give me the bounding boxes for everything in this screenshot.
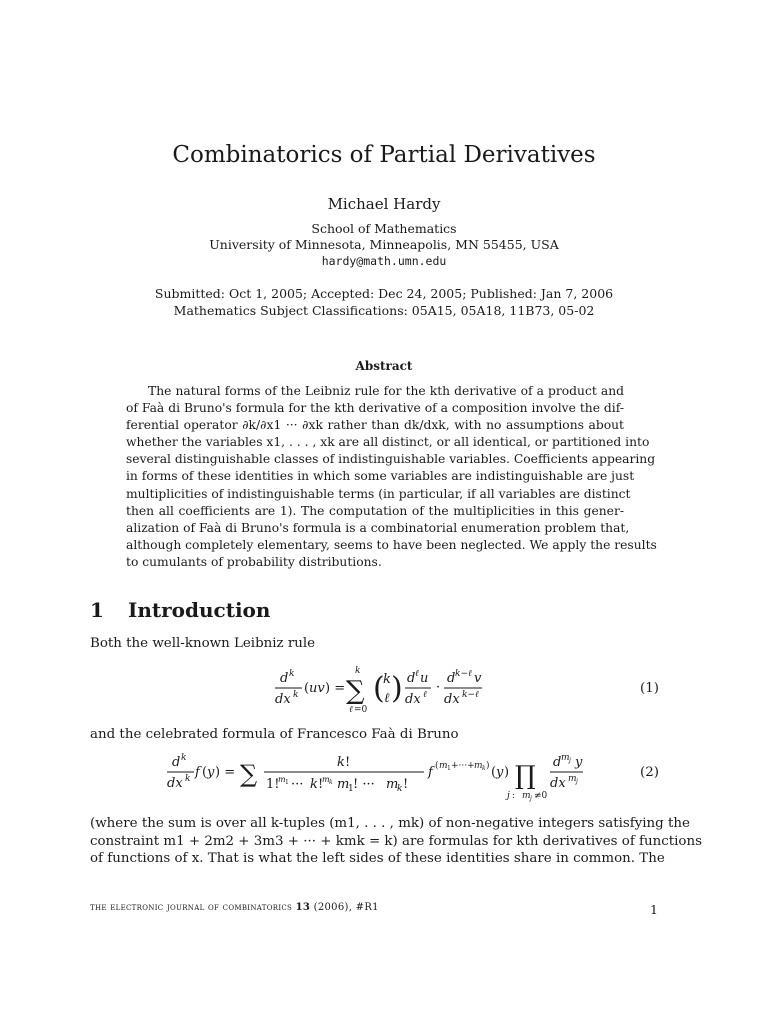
svg-text:f: f xyxy=(428,765,433,780)
svg-text:≠0: ≠0 xyxy=(534,791,548,801)
svg-text:j: j xyxy=(530,795,532,802)
svg-text:(: ( xyxy=(491,765,497,780)
svg-text:m: m xyxy=(561,753,570,763)
svg-text:! ···: ! ··· xyxy=(353,777,375,792)
equation-number-2: (2) xyxy=(640,765,659,780)
body-line: constraint m1 + 2m2 + 3m3 + ··· + kmk = k) are formulas for kth derivatives of functions xyxy=(90,833,702,849)
svg-text:dx: dx xyxy=(550,776,566,791)
svg-text:∑: ∑ xyxy=(346,676,365,706)
svg-text:k: k xyxy=(181,753,187,763)
abstract-line: several distinguishable classes of indistinguishable variables. Coefficients appearing xyxy=(126,452,656,467)
svg-text:k: k xyxy=(310,777,318,792)
abstract-line: in forms of these identities in which some variables are indistinguishable are just xyxy=(126,469,635,484)
svg-text:···: ··· xyxy=(291,777,304,792)
svg-text:k: k xyxy=(289,669,295,679)
author-email: hardy@math.umn.edu xyxy=(321,254,447,268)
intro-sentence: Both the well-known Leibniz rule xyxy=(90,636,316,651)
svg-text:d: d xyxy=(447,671,456,686)
body-line: of functions of x. That is what the left sides of these identities share in common. The xyxy=(90,851,665,867)
svg-text:k: k xyxy=(185,774,191,784)
svg-text:v: v xyxy=(474,671,482,686)
svg-text:j: j xyxy=(569,757,571,764)
svg-text:m: m xyxy=(386,777,399,792)
svg-text:m: m xyxy=(474,761,483,771)
equation-number-1: (1) xyxy=(640,681,659,696)
section-number: 1 xyxy=(90,598,104,622)
svg-text:(: ( xyxy=(202,765,208,780)
svg-text:(: ( xyxy=(373,671,385,706)
svg-text:ℓ: ℓ xyxy=(423,690,427,700)
affiliation-school: School of Mathematics xyxy=(311,221,457,236)
svg-text:) =: ) = xyxy=(215,765,236,780)
svg-text:k: k xyxy=(329,779,333,786)
svg-text:j: j xyxy=(507,791,510,801)
svg-text:ℓ: ℓ xyxy=(349,705,353,715)
body-line: (where the sum is over all k-tuples (m1, . . . , mk) of non-negative integers satisfying the xyxy=(90,816,690,831)
svg-text:k: k xyxy=(355,666,361,676)
abstract-body xyxy=(126,383,657,571)
svg-text:k: k xyxy=(293,690,299,700)
svg-text:m: m xyxy=(439,761,448,771)
abstract-line: The natural forms of the Leibniz rule for the kth derivative of a product and xyxy=(148,384,624,398)
abstract-heading: Abstract xyxy=(355,359,413,373)
svg-text:∏: ∏ xyxy=(515,761,536,791)
svg-text:d: d xyxy=(172,755,181,770)
svg-text:!: ! xyxy=(345,755,351,770)
svg-text:k−ℓ: k−ℓ xyxy=(455,669,472,679)
abstract-line: whether the variables x1, . . . , xk are all distinct, or all identical, or partitioned into xyxy=(126,435,650,450)
svg-text:dx: dx xyxy=(167,776,183,791)
svg-text:+···+: +···+ xyxy=(451,761,475,771)
svg-text:f: f xyxy=(195,765,200,780)
subject-classifications: Mathematics Subject Classifications: 05A15, 05A18, 11B73, 05-02 xyxy=(173,303,595,318)
svg-text:d: d xyxy=(553,755,562,770)
svg-text:ℓ: ℓ xyxy=(415,669,419,679)
svg-text:j: j xyxy=(576,778,578,785)
journal-footer xyxy=(90,902,379,913)
svg-text:m: m xyxy=(337,777,350,792)
journal-name: the electronic journal of combinatorics xyxy=(90,902,293,913)
svg-text:k: k xyxy=(397,784,403,794)
svg-text::: : xyxy=(512,791,516,801)
svg-text:(: ( xyxy=(304,681,310,696)
equation-faa-di-bruno xyxy=(160,748,600,804)
svg-text:d: d xyxy=(407,671,416,686)
svg-text:) =: ) = xyxy=(325,681,346,696)
svg-text:m: m xyxy=(522,791,531,801)
svg-text:): ) xyxy=(504,765,510,780)
abstract-line: alization of Faà di Bruno's formula is a combinatorial enumeration problem that, xyxy=(126,520,630,535)
svg-text:1: 1 xyxy=(285,779,289,786)
svg-text:): ) xyxy=(486,761,490,771)
svg-text:ℓ: ℓ xyxy=(384,691,390,706)
paper-title: Combinatorics of Partial Derivatives xyxy=(172,142,596,168)
affiliation-university: University of Minnesota, Minneapolis, MN 55455, USA xyxy=(209,237,559,252)
svg-text:y: y xyxy=(207,765,215,780)
svg-text:dx: dx xyxy=(405,692,421,707)
svg-text:∑: ∑ xyxy=(240,760,258,788)
svg-text:k: k xyxy=(337,755,345,770)
section-heading xyxy=(90,598,270,622)
svg-text:1!: 1! xyxy=(266,777,280,792)
journal-volume: 13 xyxy=(295,902,311,913)
abstract-line: to cumulants of probability distributions. xyxy=(126,554,382,569)
svg-text:!: ! xyxy=(318,777,324,792)
svg-text:y: y xyxy=(496,765,504,780)
abstract-line: then all coefficients are 1). The computation of the multiplicities in this gener- xyxy=(126,503,624,518)
abstract-line: of Faà di Bruno's formula for the kth derivative of a composition involve the dif- xyxy=(126,401,624,416)
svg-text:·: · xyxy=(436,680,441,695)
svg-text:k: k xyxy=(383,672,391,687)
body-sentence: and the celebrated formula of Francesco Faà di Bruno xyxy=(90,727,459,742)
section-title: Introduction xyxy=(128,598,271,622)
svg-text:m: m xyxy=(322,775,330,784)
svg-text:y: y xyxy=(575,755,583,770)
page-number: 1 xyxy=(650,902,658,917)
submission-dates: Submitted: Oct 1, 2005; Accepted: Dec 24, 2005; Published: Jan 7, 2006 xyxy=(154,286,614,301)
svg-text:=0: =0 xyxy=(354,705,368,715)
svg-text:d: d xyxy=(280,671,289,686)
author-name: Michael Hardy xyxy=(327,195,441,213)
svg-text:): ) xyxy=(391,671,403,706)
svg-text:1: 1 xyxy=(348,784,354,794)
svg-text:dx: dx xyxy=(275,692,291,707)
svg-text:1: 1 xyxy=(447,765,451,772)
abstract-line: although completely elementary, seems to have been neglected. We apply the results xyxy=(126,537,657,552)
abstract-line: multiplicities of indistinguishable terms (in particular, if all variables are distinct xyxy=(126,486,631,501)
svg-text:dx: dx xyxy=(444,692,460,707)
body-paragraph xyxy=(90,815,702,868)
svg-text:m: m xyxy=(278,775,286,784)
svg-text:!: ! xyxy=(403,777,409,792)
svg-text:m: m xyxy=(568,774,577,784)
journal-year-issue: (2006), #R1 xyxy=(313,902,379,913)
svg-text:uv: uv xyxy=(309,681,325,696)
svg-text:k−ℓ: k−ℓ xyxy=(462,690,479,700)
svg-text:k: k xyxy=(482,765,486,772)
svg-text:u: u xyxy=(420,671,429,686)
abstract-line: ferential operator ∂k/∂x1 ··· ∂xk rather than dk/dxk, with no assumptions about xyxy=(126,418,624,433)
svg-text:(: ( xyxy=(435,761,439,771)
equation-leibniz xyxy=(260,660,520,718)
